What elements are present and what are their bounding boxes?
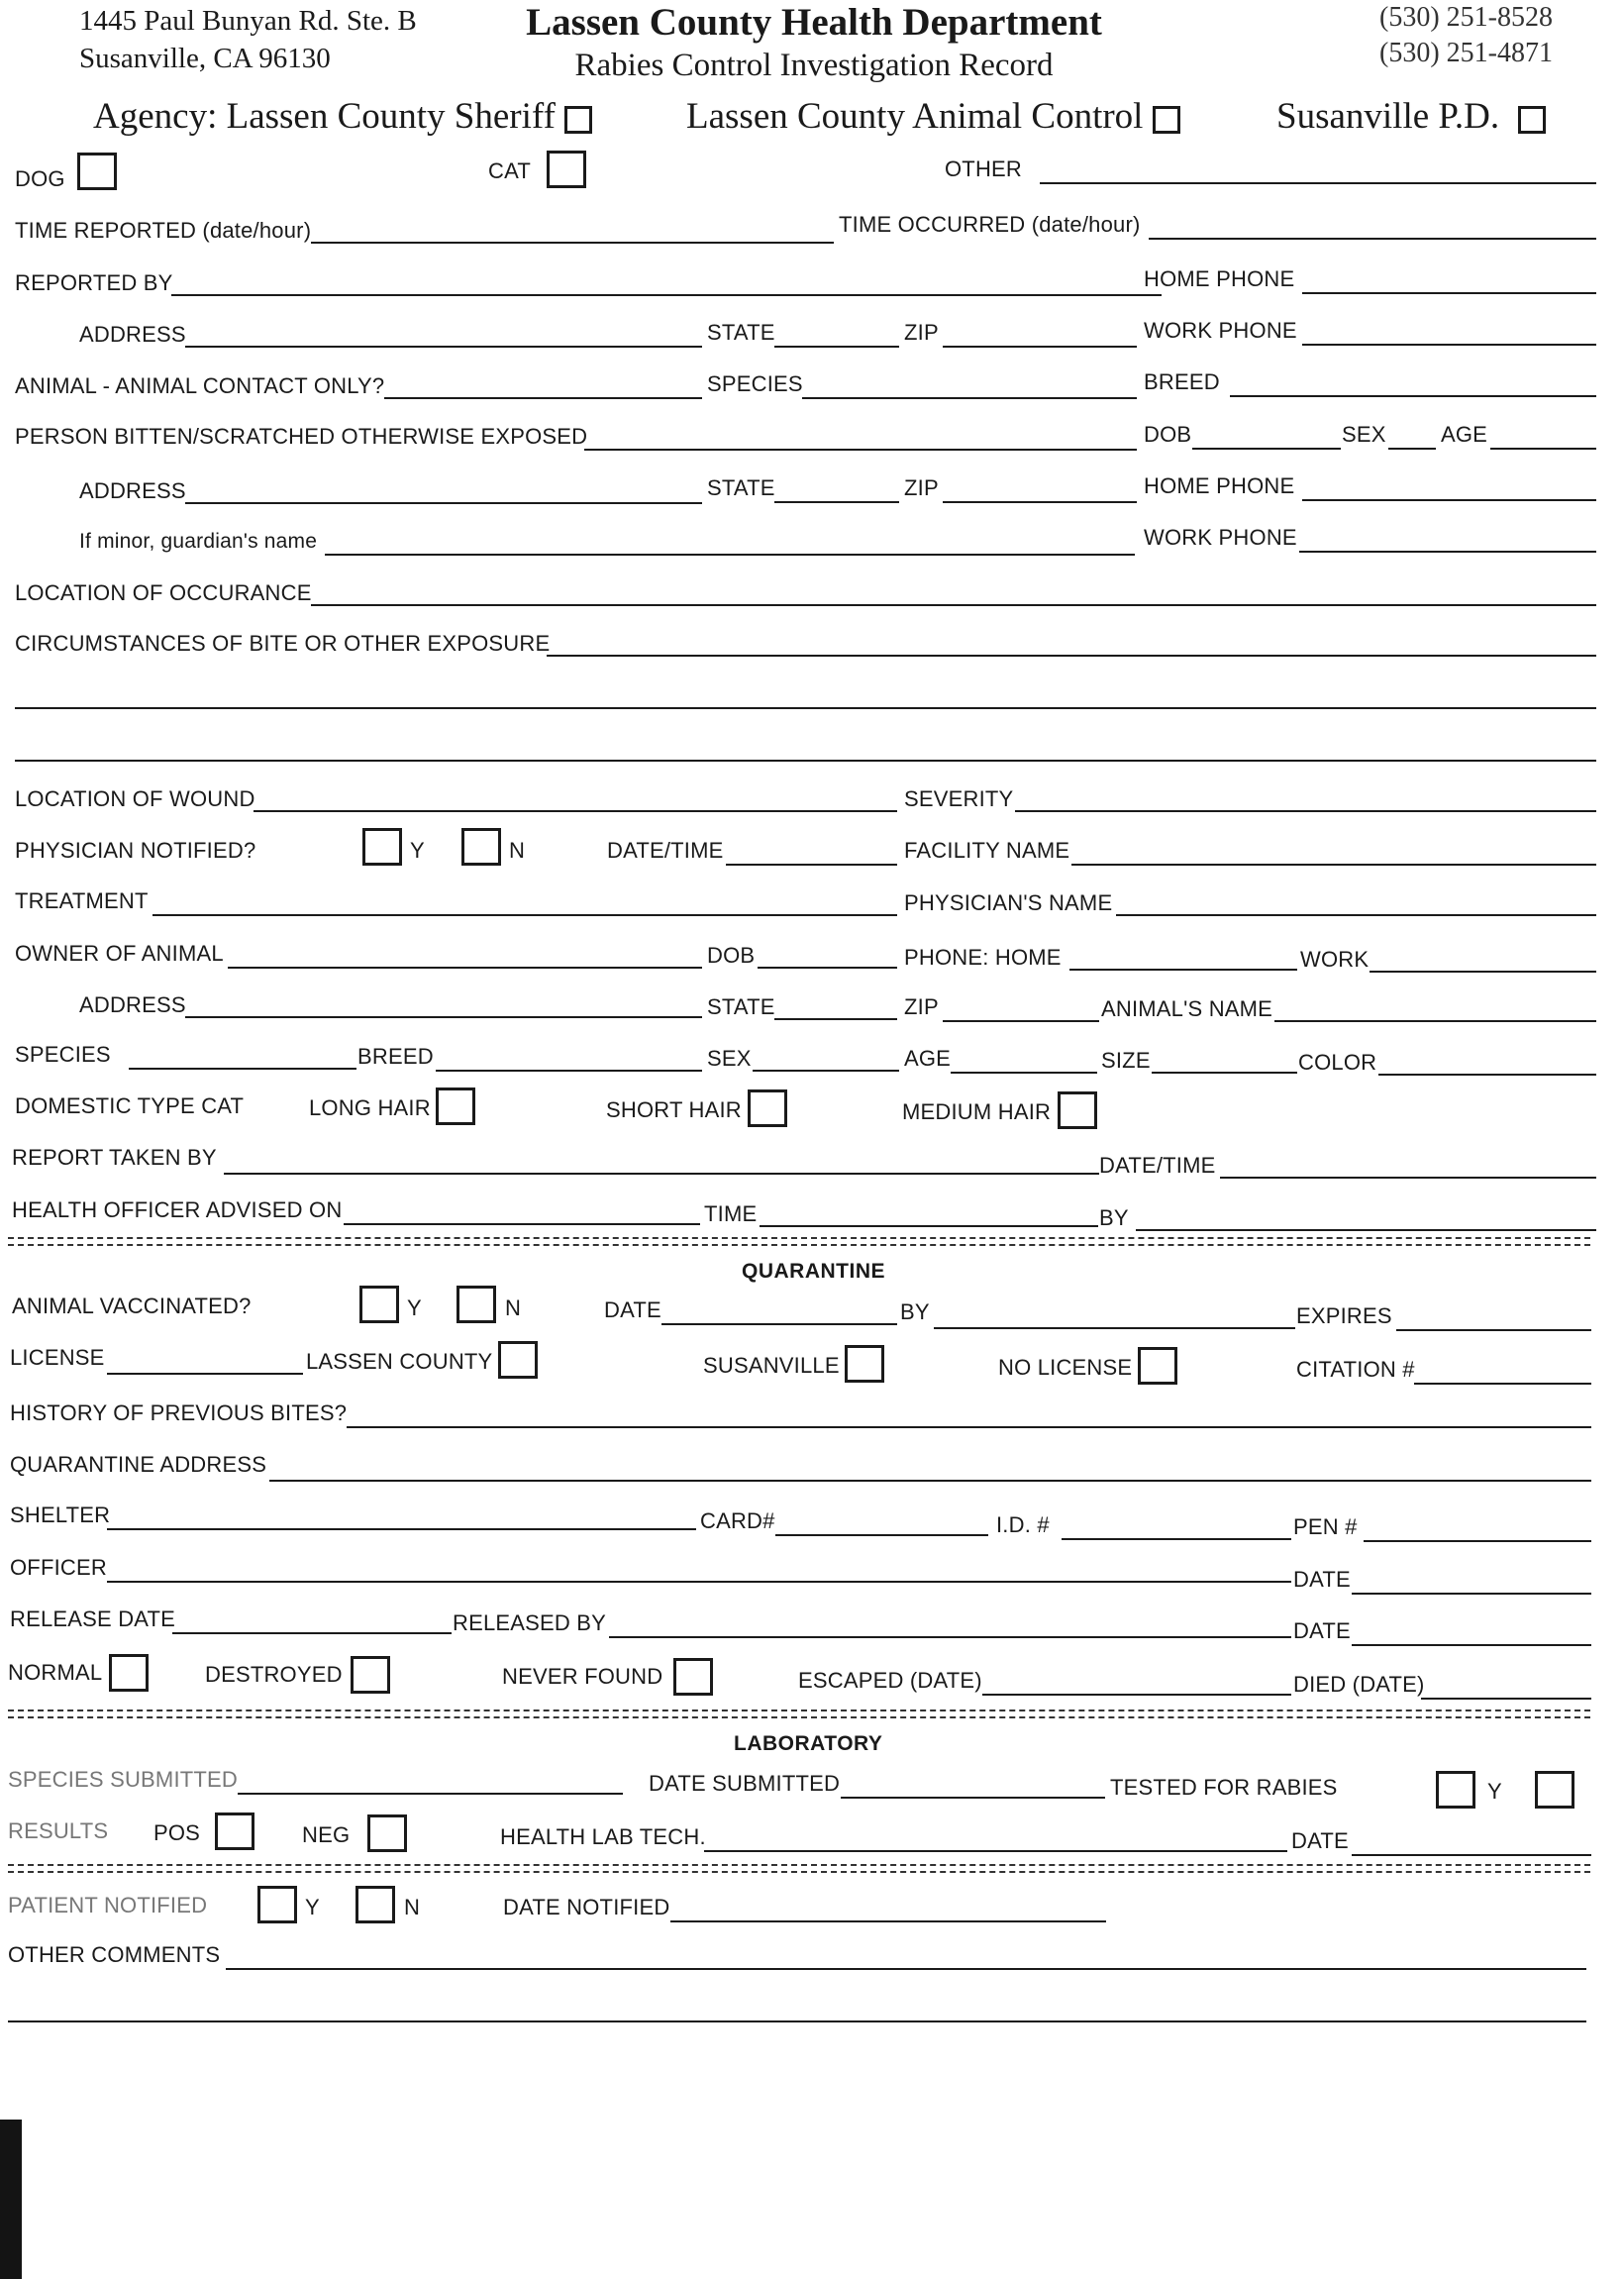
address-line-1: 1445 Paul Bunyan Rd. Ste. B [79,5,417,37]
reporter-home-phone-label: HOME PHONE [1144,266,1295,291]
animal-color-field[interactable] [1378,1074,1596,1076]
escaped-field[interactable] [982,1694,1291,1696]
facility-name-field[interactable] [1071,864,1596,866]
section-separator-laboratory [8,1709,1590,1718]
health-officer-time-label: TIME [704,1201,758,1226]
lassen-county-license-label: LASSEN COUNTY [306,1349,493,1374]
animals-name-label: ANIMAL'S NAME [1101,996,1273,1021]
person-work-phone-field[interactable] [1299,551,1596,553]
reporter-work-phone-field[interactable] [1302,344,1596,346]
owner-work-field[interactable] [1370,971,1596,973]
long-hair-checkbox[interactable] [436,1088,475,1125]
pen-field[interactable] [1364,1540,1591,1542]
health-officer-time-field[interactable] [760,1225,1098,1227]
person-age-label: AGE [1441,422,1488,447]
reporter-work-phone-label: WORK PHONE [1144,318,1297,343]
section-separator-quarantine [8,1237,1590,1246]
no-license-checkbox[interactable] [1138,1347,1177,1385]
report-datetime-label: DATE/TIME [1099,1153,1216,1178]
results-pos-checkbox[interactable] [215,1813,254,1850]
person-address-field[interactable] [185,502,702,504]
guardian-label: If minor, guardian's name [79,530,318,553]
treatment-field[interactable] [152,914,897,916]
animal-size-field[interactable] [1152,1072,1297,1074]
no-license-label: NO LICENSE [998,1355,1133,1380]
owner-phone-home-field[interactable] [1069,969,1297,971]
location-wound-field[interactable] [254,810,897,812]
lab-tech-field[interactable] [704,1850,1287,1852]
agency-animal-control-option [686,95,1180,138]
vaccinated-no-label: N [505,1295,522,1320]
address-line-2: Susanville, CA 96130 [79,43,331,74]
other-field[interactable] [1040,182,1596,184]
person-bitten-label: PERSON BITTEN/SCRATCHED OTHERWISE EXPOSED [15,424,588,449]
owner-dob-field[interactable] [758,967,897,969]
vaccination-expires-field[interactable] [1396,1329,1591,1331]
person-dob-label: DOB [1144,422,1192,447]
physician-datetime-field[interactable] [726,864,897,866]
reporter-address-field[interactable] [185,346,702,348]
physician-notified-yes-label: Y [410,838,425,863]
animal-size-label: SIZE [1101,1048,1151,1073]
lab-date-label: DATE [1291,1828,1349,1853]
other-comments-field-line-2[interactable] [8,2020,1586,2022]
shelter-label: SHELTER [10,1502,111,1527]
species-submitted-field[interactable] [238,1793,623,1795]
release-date-2-label: DATE [1293,1618,1351,1643]
contact-species-label: SPECIES [707,371,803,396]
form-title-text: Lassen County Health Department [526,1,1102,44]
physicians-name-label: PHYSICIAN'S NAME [904,890,1113,915]
animal-color-label: COLOR [1298,1050,1377,1075]
card-label: CARD# [700,1508,775,1533]
agency-label: Agency: [93,96,218,137]
guardian-field[interactable] [325,554,1135,556]
vaccinated-yes-label: Y [407,1295,422,1320]
dog-checkbox[interactable] [77,153,117,190]
results-label: RESULTS [8,1818,109,1843]
date-notified-label: DATE NOTIFIED [503,1895,670,1919]
date-notified-field[interactable] [670,1920,1106,1922]
physician-notified-label: PHYSICIAN NOTIFIED? [15,838,256,863]
contact-breed-label: BREED [1144,369,1220,394]
circumstances-field[interactable] [547,655,1596,657]
physician-notified-no-label: N [509,838,526,863]
reporter-home-phone-field[interactable] [1302,292,1596,294]
form-subtitle-text: Rabies Control Investigation Record [574,48,1054,83]
cat-checkbox[interactable] [547,151,586,188]
died-field[interactable] [1421,1698,1591,1700]
agency-sheriff-option [93,95,592,138]
report-datetime-field[interactable] [1220,1177,1596,1179]
tested-rabies-yes-label: Y [1487,1779,1502,1804]
animal-contact-field[interactable] [384,397,702,399]
results-pos-label: POS [153,1820,201,1845]
vaccination-by-label: BY [900,1299,930,1324]
owner-field[interactable] [228,967,702,969]
tested-rabies-yes-checkbox[interactable] [1436,1771,1475,1809]
destroyed-checkbox[interactable] [351,1656,390,1694]
shelter-field[interactable] [107,1528,696,1530]
reporter-address-label: ADDRESS [79,322,186,347]
physician-datetime-label: DATE/TIME [607,838,724,863]
person-home-phone-label: HOME PHONE [1144,473,1295,498]
person-address-label: ADDRESS [79,478,186,503]
vaccinated-yes-checkbox[interactable] [359,1286,399,1323]
phone-1: (530) 251-8528 [1379,2,1553,33]
agency-animal-control-label: Lassen County Animal Control [686,96,1144,137]
person-state-label: STATE [707,475,775,500]
quarantine-address-field[interactable] [269,1480,1591,1482]
never-found-label: NEVER FOUND [502,1664,663,1689]
results-neg-label: NEG [302,1822,351,1847]
person-sex-label: SEX [1342,422,1386,447]
tested-rabies-no-checkbox[interactable] [1535,1771,1574,1809]
officer-field[interactable] [107,1581,1291,1583]
domestic-cat-label: DOMESTIC TYPE CAT [15,1093,245,1118]
officer-date-label: DATE [1293,1567,1351,1592]
vaccination-date-field[interactable] [661,1323,897,1325]
released-by-field[interactable] [609,1636,1291,1638]
patient-notified-yes-checkbox[interactable] [257,1886,297,1923]
escaped-label: ESCAPED (DATE) [798,1668,982,1693]
other-comments-field[interactable] [226,1968,1586,1970]
department-phones [1379,0,1553,71]
long-hair-label: LONG HAIR [309,1095,431,1120]
license-field[interactable] [107,1373,303,1375]
susanville-license-checkbox[interactable] [845,1345,884,1383]
lassen-county-license-checkbox[interactable] [498,1341,538,1379]
owner-address-label: ADDRESS [79,992,186,1017]
normal-label: NORMAL [8,1660,103,1685]
vaccinated-label: ANIMAL VACCINATED? [12,1294,252,1318]
patient-notified-no-checkbox[interactable] [355,1886,395,1923]
citation-label: CITATION # [1296,1357,1415,1382]
dog-label: DOG [15,166,65,191]
person-bitten-field[interactable] [584,449,1137,451]
person-dob-field[interactable] [1192,448,1341,450]
reporter-zip-label: ZIP [904,320,939,345]
time-reported-field[interactable] [311,242,834,244]
section-separator-patient [8,1864,1590,1873]
time-reported-label: TIME REPORTED (date/hour) [15,218,312,243]
laboratory-heading: LABORATORY [734,1732,883,1755]
officer-date-field[interactable] [1352,1593,1591,1595]
circumstances-field-line-3[interactable] [15,760,1596,762]
results-neg-checkbox[interactable] [367,1814,407,1852]
animal-sex-label: SEX [707,1046,752,1071]
scan-edge-shadow [0,2120,22,2279]
health-officer-field[interactable] [344,1223,700,1225]
shelter-id-field[interactable] [1062,1538,1291,1540]
card-field[interactable] [775,1534,988,1536]
susanville-license-label: SUSANVILLE [703,1353,840,1378]
person-state-field[interactable] [774,501,899,503]
agency-animal-control-checkbox[interactable] [1153,106,1180,134]
vaccinated-no-checkbox[interactable] [457,1286,496,1323]
other-label: OTHER [945,156,1022,181]
animal-age-field[interactable] [951,1072,1097,1074]
destroyed-label: DESTROYED [205,1662,343,1687]
quarantine-heading: QUARANTINE [742,1260,885,1283]
owner-zip-label: ZIP [904,994,939,1019]
medium-hair-checkbox[interactable] [1058,1091,1097,1129]
health-officer-by-field[interactable] [1136,1229,1596,1231]
treatment-label: TREATMENT [15,888,149,913]
animals-name-field[interactable] [1274,1020,1596,1022]
owner-address-field[interactable] [185,1016,702,1018]
location-occurance-field[interactable] [311,604,1596,606]
person-home-phone-field[interactable] [1302,499,1596,501]
normal-checkbox[interactable] [109,1654,149,1692]
severity-field[interactable] [1015,810,1596,812]
vaccination-expires-label: EXPIRES [1296,1303,1392,1328]
person-zip-label: ZIP [904,475,939,500]
physician-notified-yes-checkbox[interactable] [362,828,402,866]
person-zip-field[interactable] [943,501,1137,503]
report-taken-field[interactable] [224,1173,1099,1175]
severity-label: SEVERITY [904,786,1014,811]
location-occurance-label: LOCATION OF OCCURANCE [15,580,312,605]
officer-label: OFFICER [10,1555,107,1580]
lab-tech-label: HEALTH LAB TECH. [500,1824,706,1849]
owner-label: OWNER OF ANIMAL [15,941,224,966]
reported-by-field[interactable] [171,294,1162,296]
person-sex-field[interactable] [1388,448,1436,450]
patient-notified-no-label: N [404,1895,421,1919]
circumstances-label: CIRCUMSTANCES OF BITE OR OTHER EXPOSURE [15,631,551,656]
release-date-label: RELEASE DATE [10,1606,176,1631]
owner-work-label: WORK [1300,947,1370,972]
citation-field[interactable] [1414,1383,1591,1385]
person-work-phone-label: WORK PHONE [1144,525,1297,550]
pen-label: PEN # [1293,1514,1358,1539]
animal-breed-label: BREED [357,1044,434,1069]
reported-by-label: REPORTED BY [15,270,173,295]
patient-notified-label: PATIENT NOTIFIED [8,1893,208,1917]
circumstances-field-line-2[interactable] [15,707,1596,709]
owner-state-field[interactable] [774,1018,897,1020]
vaccination-date-label: DATE [604,1297,661,1322]
animal-species-field[interactable] [129,1068,356,1070]
died-label: DIED (DATE) [1293,1672,1425,1697]
short-hair-checkbox[interactable] [748,1089,787,1127]
owner-state-label: STATE [707,994,775,1019]
patient-notified-yes-label: Y [305,1895,320,1919]
bite-history-label: HISTORY OF PREVIOUS BITES? [10,1400,348,1425]
short-hair-label: SHORT HAIR [606,1097,742,1122]
animal-age-label: AGE [904,1046,952,1071]
agency-pd-option [1276,95,1546,138]
physician-notified-no-checkbox[interactable] [461,828,501,866]
animal-breed-field[interactable] [436,1070,702,1072]
health-officer-label: HEALTH OFFICER ADVISED ON [12,1197,343,1222]
time-occurred-field[interactable] [1149,238,1596,240]
owner-zip-field[interactable] [943,1020,1099,1022]
animal-species-label: SPECIES [15,1042,111,1067]
reporter-zip-field[interactable] [943,346,1137,348]
release-date-2-field[interactable] [1352,1644,1591,1646]
agency-sheriff-label: Lassen County Sheriff [226,96,556,137]
other-comments-label: OTHER COMMENTS [8,1942,221,1967]
medium-hair-label: MEDIUM HAIR [902,1099,1052,1124]
date-submitted-field[interactable] [841,1797,1105,1799]
license-label: LICENSE [10,1345,105,1370]
animal-sex-field[interactable] [753,1070,899,1072]
contact-species-field[interactable] [802,397,1137,399]
health-officer-by-label: BY [1099,1205,1129,1230]
reporter-state-field[interactable] [774,346,899,348]
shelter-id-label: I.D. # [996,1512,1050,1537]
cat-label: CAT [488,158,531,183]
phone-2: (530) 251-4871 [1379,38,1553,68]
lab-date-field[interactable] [1352,1854,1591,1856]
release-date-field[interactable] [172,1632,452,1634]
agency-pd-label: Susanville P.D. [1276,96,1500,137]
released-by-label: RELEASED BY [453,1610,607,1635]
agency-pd-checkbox[interactable] [1518,106,1546,134]
agency-sheriff-checkbox[interactable] [564,106,592,134]
animal-contact-label: ANIMAL - ANIMAL CONTACT ONLY? [15,373,385,398]
never-found-checkbox[interactable] [673,1658,713,1696]
contact-breed-field[interactable] [1230,395,1596,397]
vaccination-by-field[interactable] [934,1327,1295,1329]
physicians-name-field[interactable] [1116,914,1596,916]
quarantine-address-label: QUARANTINE ADDRESS [10,1452,267,1477]
report-taken-label: REPORT TAKEN BY [12,1145,217,1170]
time-occurred-label: TIME OCCURRED (date/hour) [839,212,1141,237]
facility-name-label: FACILITY NAME [904,838,1070,863]
bite-history-field[interactable] [347,1426,1591,1428]
reporter-state-label: STATE [707,320,775,345]
date-submitted-label: DATE SUBMITTED [649,1771,841,1796]
owner-phone-home-label: PHONE: HOME [904,945,1062,970]
owner-dob-label: DOB [707,943,756,968]
person-age-field[interactable] [1490,448,1596,450]
location-wound-label: LOCATION OF WOUND [15,786,255,811]
species-submitted-label: SPECIES SUBMITTED [8,1767,238,1792]
tested-rabies-label: TESTED FOR RABIES [1110,1775,1338,1800]
